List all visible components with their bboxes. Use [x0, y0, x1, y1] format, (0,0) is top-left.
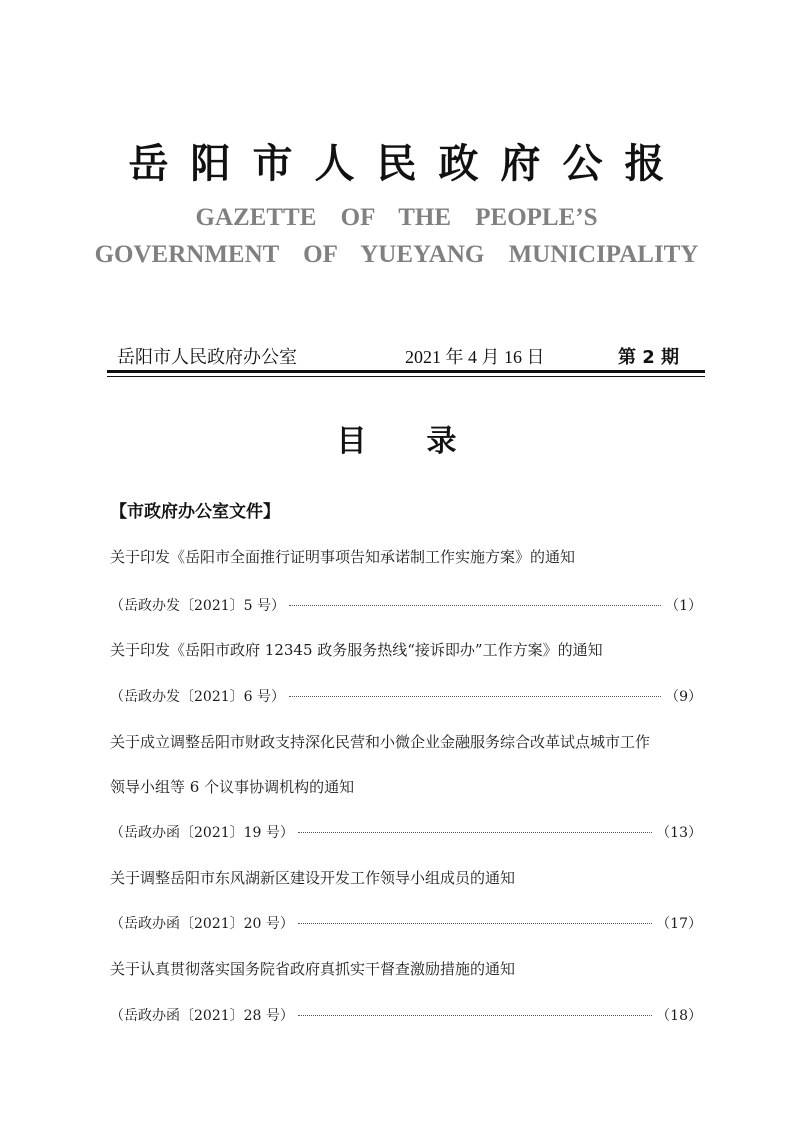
- dot-leader: [298, 923, 652, 924]
- toc-entry-title[interactable]: 关于印发《岳阳市政府 12345 政务服务热线“接诉即办”工作方案》的通知: [110, 641, 603, 659]
- toc-entry-doc-number: （岳政办发〔2021〕6 号）: [110, 689, 285, 705]
- issue-date: 2021 年 4 月 16 日: [405, 347, 545, 367]
- toc-entry-reference[interactable]: [110, 686, 702, 706]
- toc-entry-title[interactable]: 关于印发《岳阳市全面推行证明事项告知承诺制工作实施方案》的通知: [110, 548, 576, 566]
- toc-entry-page: （13）: [656, 825, 702, 841]
- header-rule-thin: [107, 376, 705, 377]
- header-rule-thick: [107, 370, 705, 373]
- gazette-title-en-line1: GAZETTE OF THE PEOPLE’S: [195, 204, 598, 231]
- toc-entry-doc-number: （岳政办函〔2021〕19 号）: [110, 825, 294, 841]
- toc-entry-page: （18）: [656, 1008, 702, 1024]
- toc-entry-reference[interactable]: [110, 595, 702, 615]
- toc-entry-reference[interactable]: [110, 1005, 702, 1025]
- toc-entry-page: （1）: [665, 598, 702, 614]
- toc-entry-page: （17）: [656, 916, 702, 932]
- toc-entry-reference[interactable]: [110, 822, 702, 842]
- toc-entry-title[interactable]: 关于调整岳阳市东风湖新区建设开发工作领导小组成员的通知: [110, 869, 516, 887]
- toc-heading: 目录: [336, 424, 517, 459]
- toc-entry-doc-number: （岳政办发〔2021〕5 号）: [110, 598, 285, 614]
- gazette-title-cn: 岳阳市人民政府公报: [128, 140, 687, 187]
- toc-section-heading: 【市政府办公室文件】: [110, 502, 280, 522]
- toc-entry-reference[interactable]: [110, 913, 702, 933]
- toc-entry-doc-number: （岳政办函〔2021〕28 号）: [110, 1008, 294, 1024]
- dot-leader: [298, 832, 652, 833]
- dot-leader: [289, 696, 661, 697]
- issue-number: 第 2 期: [617, 347, 679, 368]
- dot-leader: [298, 1015, 652, 1016]
- dot-leader: [289, 605, 661, 606]
- toc-entry-page: （9）: [665, 689, 702, 705]
- toc-entry-doc-number: （岳政办函〔2021〕20 号）: [110, 916, 294, 932]
- toc-entry-title-continued[interactable]: 领导小组等 6 个议事协调机构的通知: [110, 778, 355, 796]
- gazette-title-en-line2: GOVERNMENT OF YUEYANG MUNICIPALITY: [94, 241, 699, 268]
- toc-entry-title[interactable]: 关于认真贯彻落实国务院省政府真抓实干督查激励措施的通知: [110, 960, 516, 978]
- issuing-office: 岳阳市人民政府办公室: [117, 347, 297, 368]
- issue-bar: [107, 343, 707, 369]
- toc-entry-title[interactable]: 关于成立调整岳阳市财政支持深化民营和小微企业金融服务综合改革试点城市工作: [110, 733, 651, 751]
